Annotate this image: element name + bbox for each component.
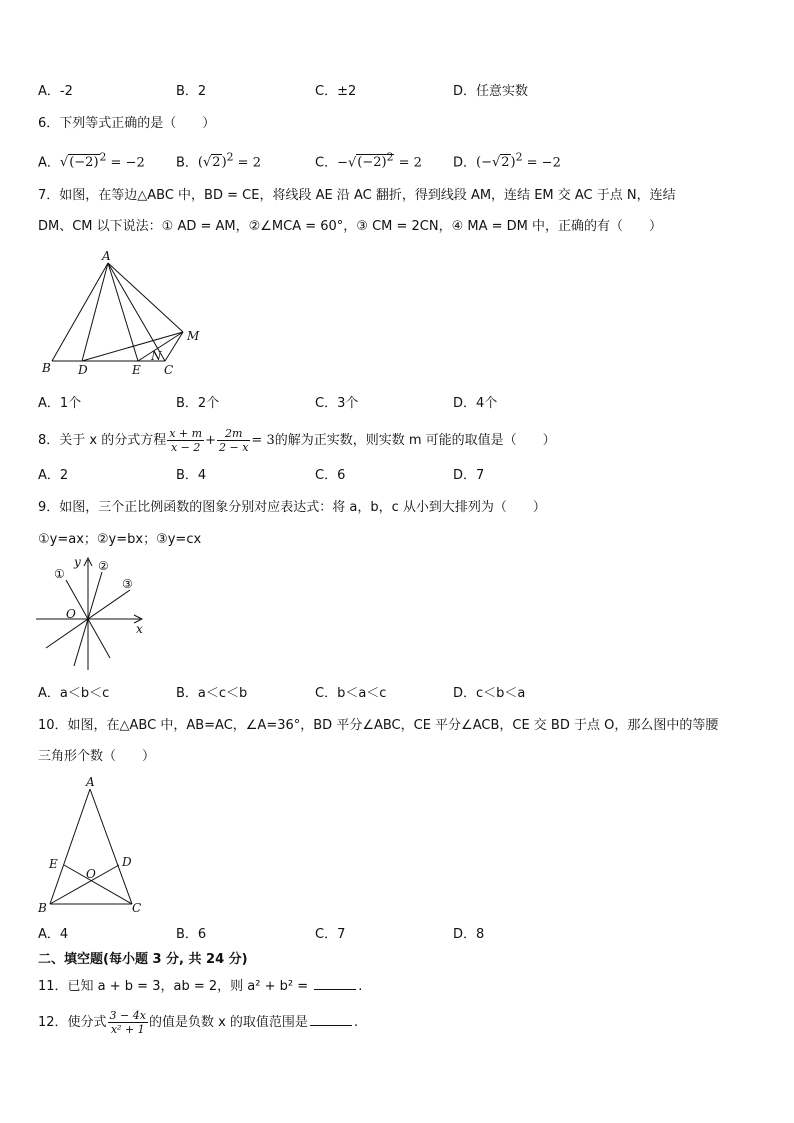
q6-d-tail: = −2 bbox=[522, 155, 561, 171]
q6-option-c bbox=[315, 148, 422, 173]
q6-option-d bbox=[453, 148, 561, 173]
q7-option-a: A．1个 bbox=[38, 396, 82, 411]
q8-f2-den: 2 − x bbox=[219, 441, 249, 454]
q8-option-c: C．6 bbox=[315, 468, 346, 483]
q9-option-b: B．a＜c＜b bbox=[176, 686, 248, 701]
q11-answer-blank[interactable] bbox=[314, 976, 356, 990]
q12-den: x² + 1 bbox=[110, 1023, 145, 1036]
q12-fraction bbox=[108, 1009, 148, 1036]
q6-d-expr: $(-√2)^2$ bbox=[476, 151, 523, 171]
q12-pre: 12．使分式 bbox=[38, 1015, 107, 1030]
q10-option-b: B．6 bbox=[176, 927, 207, 942]
q7-label-n: N bbox=[151, 349, 162, 363]
q12-end: . bbox=[353, 1015, 359, 1030]
q8-fraction-2 bbox=[217, 427, 250, 454]
q6-option-b bbox=[176, 148, 261, 173]
q10-label-b: B bbox=[38, 901, 47, 915]
q10-option-a: A．4 bbox=[38, 927, 69, 942]
q7-label-e: E bbox=[132, 363, 141, 377]
q11-text: 11．已知 a + b = 3，ab = 2，则 a² + b² = bbox=[38, 979, 313, 994]
q7-stem-line2: DM、CM 以下说法：① AD = AM，②∠MCA = 60°，③ CM = 2CN，④ MA = DM 中，正确的有（ ） bbox=[38, 219, 663, 234]
q11 bbox=[38, 976, 362, 997]
q9-subtitle: ①y=ax；②y=bx；③y=cx bbox=[38, 532, 202, 547]
q7-label-m: M bbox=[187, 329, 200, 343]
q8-stem bbox=[38, 426, 556, 456]
q7-stem-line1: 7．如图，在等边△ABC 中，BD = CE，将线段 AE 沿 AC 翻折，得到线段 AM，连结 EM 交 AC 于点 N，连结 bbox=[38, 188, 676, 203]
q6-d-label: D． bbox=[453, 155, 477, 171]
q9-label-line2: ② bbox=[98, 559, 109, 573]
q10-stem-line2: 三角形个数（ ） bbox=[38, 749, 156, 764]
q8-option-b: B．4 bbox=[176, 468, 207, 483]
q10-option-c: C．7 bbox=[315, 927, 346, 942]
q9-option-d: D．c＜b＜a bbox=[453, 686, 526, 701]
q5-option-a: A．-2 bbox=[38, 84, 73, 99]
q7-label-a: A bbox=[102, 249, 111, 263]
q5-option-d: D．任意实数 bbox=[453, 84, 529, 99]
q6-a-label: A． bbox=[38, 155, 60, 171]
q12-num: 3 − 4x bbox=[109, 1009, 146, 1022]
q11-end: . bbox=[358, 979, 363, 994]
q9-figure bbox=[36, 552, 156, 674]
q6-a-expr: $√(-2)^2$ bbox=[59, 151, 107, 171]
q12 bbox=[38, 1006, 358, 1040]
q7-label-c: C bbox=[164, 363, 174, 377]
q6-c-tail: = 2 bbox=[394, 155, 422, 171]
q9-label-x: x bbox=[136, 622, 143, 636]
q8-option-a: A．2 bbox=[38, 468, 69, 483]
q6-a-tail: = −2 bbox=[106, 155, 145, 171]
q8-eq: = 3 bbox=[251, 433, 275, 448]
q10-label-d: D bbox=[122, 855, 132, 869]
section-2-title: 二、填空题(每小题 3 分, 共 24 分) bbox=[38, 952, 248, 967]
q5-option-b: B．2 bbox=[176, 84, 207, 99]
q9-option-a: A．a＜b＜c bbox=[38, 686, 110, 701]
q8-post: 的解为正实数，则实数 m 可能的取值是（ ） bbox=[274, 433, 556, 448]
q8-f1-den: x − 2 bbox=[170, 441, 201, 454]
q10-label-c: C bbox=[132, 901, 142, 915]
q7-label-b: B bbox=[42, 361, 51, 375]
q6-b-tail: = 2 bbox=[233, 155, 261, 171]
q6-stem: 6．下列等式正确的是（ ） bbox=[38, 116, 216, 131]
q10-label-e: E bbox=[49, 857, 58, 871]
q8-option-d: D．7 bbox=[453, 468, 485, 483]
q10-figure bbox=[36, 772, 156, 918]
q7-option-c: C．3个 bbox=[315, 396, 359, 411]
q9-label-origin: O bbox=[66, 607, 76, 621]
q12-post: 的值是负数 x 的取值范围是 bbox=[148, 1015, 308, 1030]
q6-b-label: B． bbox=[176, 155, 198, 171]
q12-answer-blank[interactable] bbox=[310, 1012, 352, 1026]
q9-label-line3: ③ bbox=[122, 577, 133, 591]
q10-label-o: O bbox=[86, 867, 96, 881]
q8-f1-num: x + m bbox=[169, 427, 203, 440]
q7-option-b: B．2个 bbox=[176, 396, 220, 411]
q6-c-label: C． bbox=[315, 155, 338, 171]
q10-label-a: A bbox=[86, 775, 95, 789]
q9-label-y: y bbox=[74, 555, 81, 569]
q8-f2-num: 2m bbox=[217, 427, 250, 441]
q7-option-d: D．4个 bbox=[453, 396, 498, 411]
q10-stem-line1: 10．如图，在△ABC 中，AB=AC，∠A=36°，BD 平分∠ABC，CE 平分∠ACB，CE 交 BD 于点 O，那么图中的等腰 bbox=[38, 718, 719, 733]
q9-label-line1: ① bbox=[54, 567, 65, 581]
q6-b-expr: $(√2)^2$ bbox=[197, 151, 234, 171]
q8-fraction-1 bbox=[167, 427, 204, 454]
q8-pre: 8．关于 x 的分式方程 bbox=[38, 433, 167, 448]
q10-option-d: D．8 bbox=[453, 927, 485, 942]
q7-label-d: D bbox=[78, 363, 88, 377]
q6-option-a bbox=[38, 148, 145, 173]
q5-option-c: C．±2 bbox=[315, 84, 357, 99]
q7-figure bbox=[38, 246, 218, 378]
q6-c-expr: $-√(-2)^2$ bbox=[337, 151, 394, 171]
q8-plus: + bbox=[205, 433, 216, 448]
q9-option-c: C．b＜a＜c bbox=[315, 686, 387, 701]
q9-stem: 9．如图，三个正比例函数的图象分别对应表达式：将 a，b，c 从小到大排列为（ ） bbox=[38, 500, 546, 515]
